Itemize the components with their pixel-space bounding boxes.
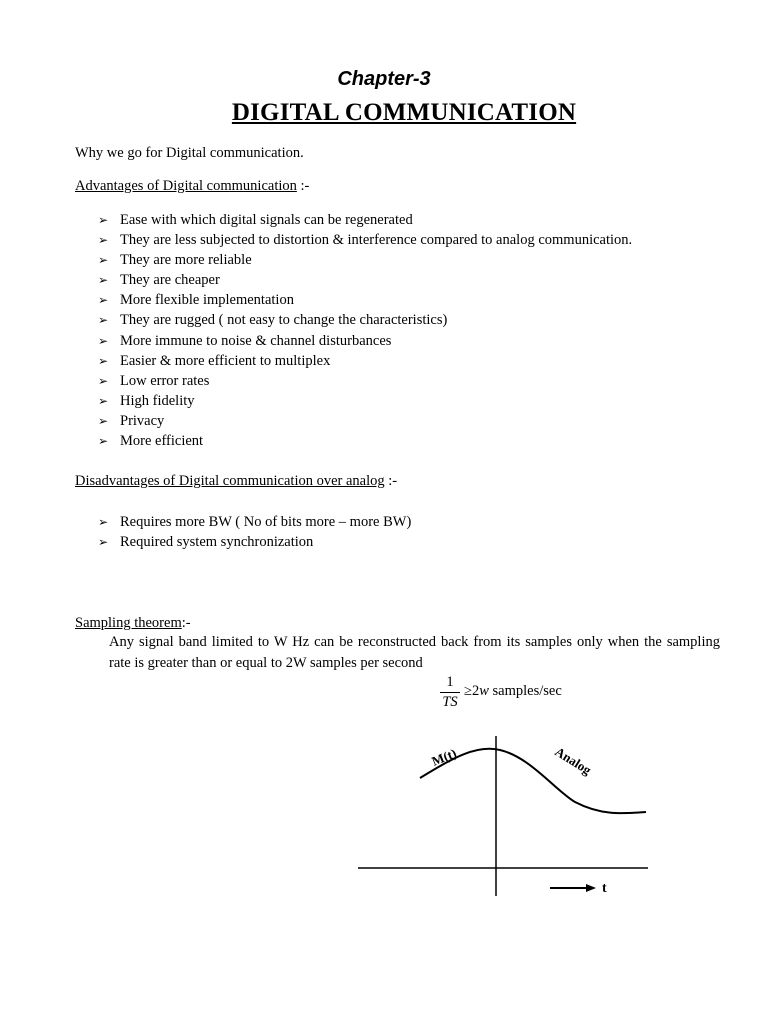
y-axis-label: M(t) xyxy=(429,745,459,769)
arrow-bullet-icon: ➢ xyxy=(98,313,109,328)
advantages-heading-suffix: :- xyxy=(296,178,310,194)
arrow-bullet-icon: ➢ xyxy=(98,233,109,248)
arrow-bullet-icon: ➢ xyxy=(98,393,109,408)
list-item-text: Requires more BW ( No of bits more – more BW) xyxy=(120,514,412,530)
page-title: DIGITAL COMMUNICATION xyxy=(231,99,577,126)
sampling-heading-suffix: :- xyxy=(181,615,191,631)
list-item-text: Low error rates xyxy=(120,372,210,389)
list-item-text: More flexible implementation xyxy=(120,292,294,309)
list-item-text: They are less subjected to distortion & interference compared to analog communication. xyxy=(120,232,633,249)
list-item xyxy=(98,411,632,431)
list-item-text: Easier & more efficient to multiplex xyxy=(120,352,331,369)
disadvantages-heading: Disadvantages of Digital communication over analog xyxy=(75,473,385,489)
sampling-heading: Sampling theorem xyxy=(75,615,182,631)
list-item-text: They are more reliable xyxy=(120,252,252,269)
advantages-heading: Advantages of Digital communication xyxy=(75,178,297,194)
list-item xyxy=(98,532,411,552)
arrow-bullet-icon: ➢ xyxy=(98,413,109,428)
list-item xyxy=(98,290,632,310)
disadvantages-heading-suffix: :- xyxy=(384,473,398,489)
arrow-bullet-icon: ➢ xyxy=(98,253,109,268)
formula-variable: w xyxy=(479,683,489,699)
list-item xyxy=(98,331,632,351)
arrow-bullet-icon: ➢ xyxy=(98,213,109,227)
arrow-bullet-icon: ➢ xyxy=(98,293,109,308)
list-item xyxy=(98,270,632,290)
list-item xyxy=(98,431,632,451)
x-axis-label: t xyxy=(602,881,607,896)
formula-coefficient: 2 xyxy=(471,683,480,699)
curve-label: Analog xyxy=(552,743,595,778)
arrow-bullet-icon: ➢ xyxy=(98,333,109,348)
analog-signal-graph xyxy=(350,730,660,900)
list-item-text: Ease with which digital signals can be regenerated xyxy=(120,212,413,228)
list-item xyxy=(98,371,632,391)
sampling-theorem-text: Any signal band limited to W Hz can be reconstructed back from its samples only when the sampling rate is greater than or equal to 2W samples per second xyxy=(109,634,720,671)
list-item-text: They are cheaper xyxy=(120,272,220,289)
list-item-text: Required system synchronization xyxy=(120,534,314,551)
formula-numerator: 1 xyxy=(446,674,454,690)
formula-denominator: TS xyxy=(442,694,458,710)
list-item xyxy=(98,512,411,532)
arrow-bullet-icon: ➢ xyxy=(98,373,109,388)
arrow-bullet-icon: ➢ xyxy=(98,353,109,368)
formula-fraction xyxy=(438,673,462,711)
list-item-text: Privacy xyxy=(120,412,165,429)
list-item xyxy=(98,210,632,230)
list-item-text: More immune to noise & channel disturbances xyxy=(120,332,392,349)
chapter-label: Chapter-3 xyxy=(337,68,431,90)
sampling-heading-line xyxy=(75,613,191,633)
list-item xyxy=(98,230,632,250)
list-item xyxy=(98,351,632,371)
arrow-bullet-icon: ➢ xyxy=(98,515,109,529)
list-item-text: They are rugged ( not easy to change the characteristics) xyxy=(120,312,448,329)
list-item-text: High fidelity xyxy=(120,392,195,409)
advantages-list xyxy=(98,210,632,451)
formula-relation: ≥ xyxy=(464,683,472,699)
time-arrow-icon xyxy=(586,884,596,892)
arrow-bullet-icon: ➢ xyxy=(98,273,109,288)
formula-unit: samples/sec xyxy=(488,683,562,699)
formula-rhs xyxy=(464,683,562,700)
disadvantages-list xyxy=(98,512,411,552)
intro-text: Why we go for Digital communication. xyxy=(75,145,304,161)
advantages-heading-line xyxy=(75,176,309,196)
disadvantages-heading-line xyxy=(75,471,397,491)
list-item xyxy=(98,391,632,411)
arrow-bullet-icon: ➢ xyxy=(98,434,109,449)
list-item xyxy=(98,310,632,330)
list-item xyxy=(98,250,632,270)
arrow-bullet-icon: ➢ xyxy=(98,535,109,550)
list-item-text: More efficient xyxy=(120,433,204,450)
